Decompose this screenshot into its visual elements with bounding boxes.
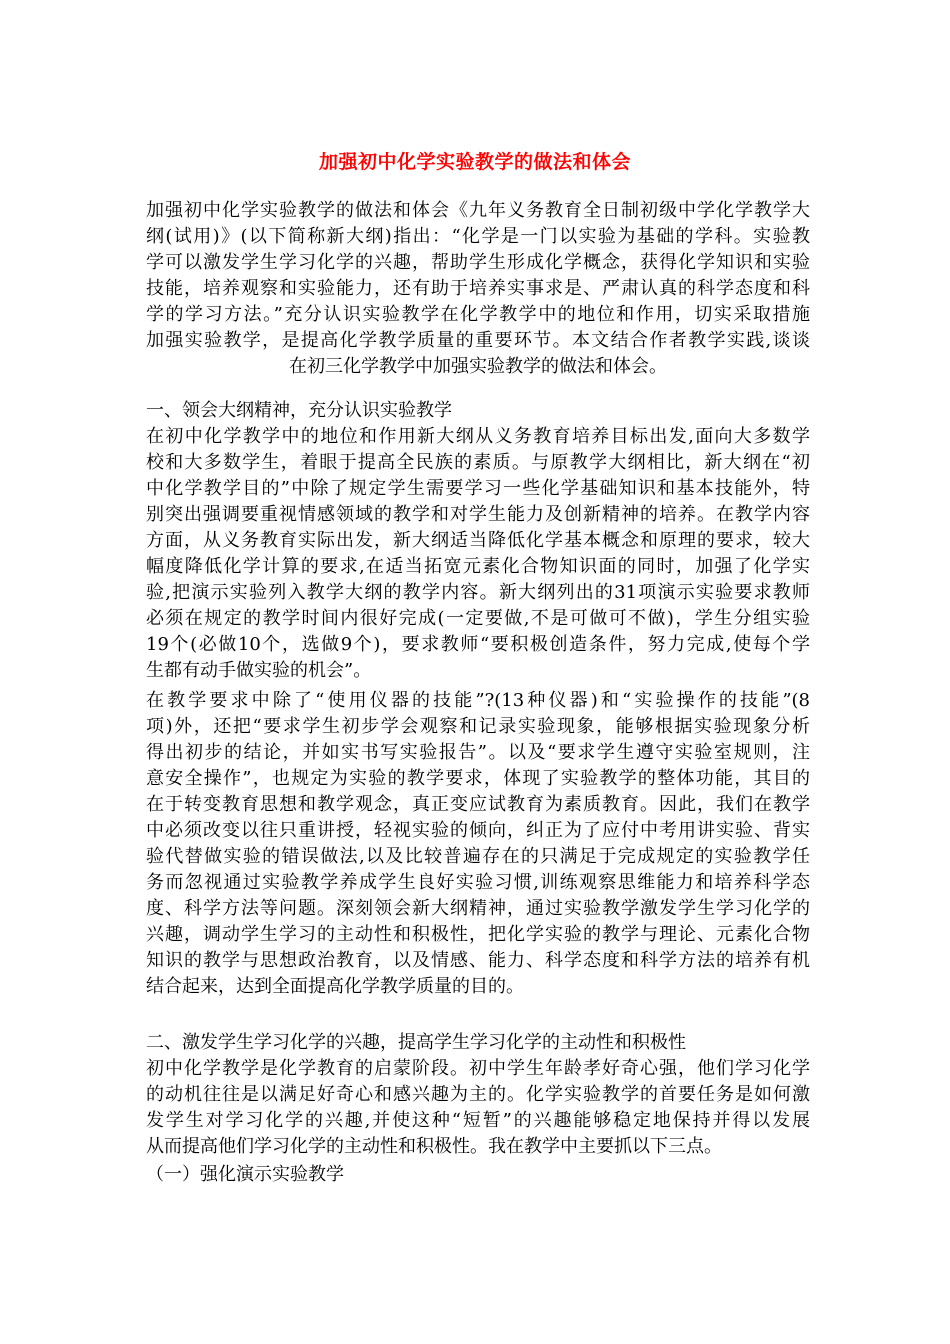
intro-line: 技能，培养观察和实验能力，还有助于培养实事求是、严肃认真的科学态度和科 xyxy=(146,278,810,299)
section-1b-paragraph xyxy=(146,688,810,1000)
intro-line: 纲(试用)》(以下简称新大纲)指出：“化学是一门以实验为基础的学科。实验教 xyxy=(146,226,810,247)
body-line: 从而提高他们学习化学的主动性和积极性。我在教学中主要抓以下三点。 xyxy=(146,1136,722,1157)
intro-line: 学可以激发学生学习化学的兴趣，帮助学生形成化学概念，获得化学知识和实验 xyxy=(146,252,810,273)
body-line: 度、科学方法等问题。深刻领会新大纲精神，通过实验教学激发学生学习化学的 xyxy=(146,898,810,919)
intro-line: 加强初中化学实验教学的做法和体会《九年义务教育全日制初级中学化学教学大 xyxy=(146,200,810,221)
body-line: 验,把演示实验列入教学大纲的教学内容。新大纲列出的31项演示实验要求教师 xyxy=(146,582,810,603)
body-line: 验代替做实验的错误做法,以及比较普遍存在的只满足于完成规定的实验教学任 xyxy=(146,846,810,867)
body-line: 知识的教学与思想政治教育，以及情感、能力、科学态度和科学方法的培养有机 xyxy=(146,950,810,971)
intro-line: 学的学习方法。”充分认识实验教学在化学教学中的地位和作用，切实采取措施 xyxy=(146,304,810,325)
body-line: 生都有动手做实验的机会”。 xyxy=(146,660,372,681)
body-line: 在教学要求中除了“使用仪器的技能”?(13种仪器)和“实验操作的技能”(8 xyxy=(146,690,810,711)
body-line: 项)外，还把“要求学生初步学会观察和记录实验现象，能够根据实验现象分析 xyxy=(146,716,810,737)
body-line: 意安全操作”，也规定为实验的教学要求，体现了实验教学的整体功能，其目的 xyxy=(146,768,810,789)
section-2-heading: 二、激发学生学习化学的兴趣，提高学生学习化学的主动性和积极性 xyxy=(146,1032,686,1053)
subsection-heading: （一）强化演示实验教学 xyxy=(146,1164,344,1185)
body-line: 别突出强调要重视情感领域的教学和对学生能力及创新精神的培养。在教学内容 xyxy=(146,504,810,525)
body-line: 得出初步的结论，并如实书写实验报告”。以及“要求学生遵守实验室规则，注 xyxy=(146,742,810,763)
body-line: 在初中化学教学中的地位和作用新大纲从义务教育培养目标出发,面向大多数学 xyxy=(146,426,810,447)
intro-line: 加强实验教学，是提高化学教学质量的重要环节。本文结合作者教学实践,谈谈 xyxy=(146,330,810,351)
body-line: 在于转变教育思想和教学观念，真正变应试教育为素质教育。因此，我们在教学 xyxy=(146,794,810,815)
body-line: 校和大多数学生，着眼于提高全民族的素质。与原教学大纲相比，新大纲在“初 xyxy=(146,452,810,473)
body-line: 中化学教学目的”中除了规定学生需要学习一些化学基础知识和基本技能外，特 xyxy=(146,478,810,499)
body-line: 务而忽视通过实验教学养成学生良好实验习惯,训练观察思维能力和培养科学态 xyxy=(146,872,810,893)
intro-line: 在初三化学教学中加强实验教学的做法和体会。 xyxy=(289,356,667,377)
body-line: 初中化学教学是化学教育的启蒙阶段。初中学生年龄孝好奇心强，他们学习化学 xyxy=(146,1058,810,1079)
body-line: 发学生对学习化学的兴趣,并使这种“短暂”的兴趣能够稳定地保持并得以发展 xyxy=(146,1110,810,1131)
body-line: 幅度降低化学计算的要求,在适当拓宽元素化合物知识面的同时，加强了化学实 xyxy=(146,556,810,577)
section-2-paragraph xyxy=(146,1056,810,1160)
body-line: 中必须改变以往只重讲授，轻视实验的倾向，纠正为了应付中考用讲实验、背实 xyxy=(146,820,810,841)
intro-paragraph xyxy=(146,198,810,380)
body-line: 19个(必做10个，选做9个)，要求教师“要积极创造条件，努力完成,使每个学 xyxy=(146,634,810,655)
body-line: 结合起来，达到全面提高化学教学质量的目的。 xyxy=(146,976,524,997)
body-line: 的动机往往是以满足好奇心和感兴趣为主的。化学实验教学的首要任务是如何激 xyxy=(146,1084,810,1105)
body-line: 兴趣，调动学生学习的主动性和积极性，把化学实验的教学与理论、元素化合物 xyxy=(146,924,810,945)
body-line: 方面，从义务教育实际出发，新大纲适当降低化学基本概念和原理的要求，较大 xyxy=(146,530,810,551)
section-1-heading: 一、领会大纲精神，充分认识实验教学 xyxy=(146,400,452,421)
section-1-paragraph xyxy=(146,424,810,684)
body-line: 必须在规定的教学时间内很好完成(一定要做,不是可做可不做)，学生分组实验 xyxy=(146,608,810,629)
document-title: 加强初中化学实验教学的做法和体会 xyxy=(318,151,631,173)
